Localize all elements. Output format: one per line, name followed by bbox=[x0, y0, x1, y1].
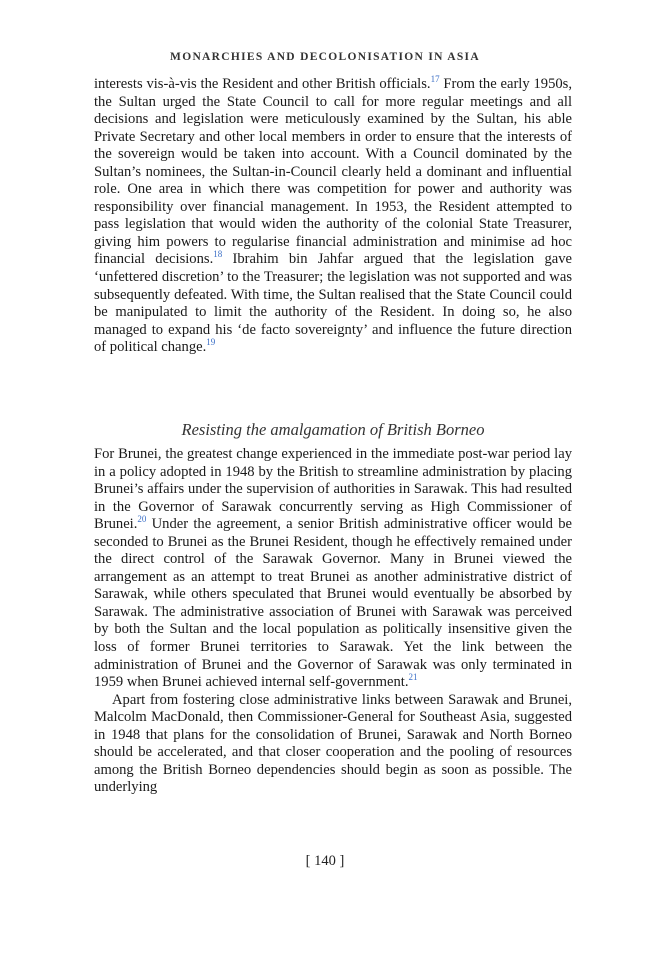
footnote-ref-17[interactable]: 17 bbox=[430, 74, 440, 85]
footnote-ref-18[interactable]: 18 bbox=[213, 249, 223, 260]
paragraph bbox=[94, 692, 572, 797]
text-run: interests vis-à-vis the Resident and other British officials. bbox=[94, 76, 431, 92]
footnote-ref-19[interactable]: 19 bbox=[206, 337, 216, 348]
text-run: Ibrahim bin Jahfar argued that the legislation gave ‘unfettered discretion’ to the Treasurer; the legislation was not supported and was subsequently defeated. With time, the Sultan realised that the State Council could be manipulated to limit the authority of the Resident. In doing so, he also managed to expand his ‘de facto sovereignty’ and influence the future direction of political change. bbox=[94, 251, 572, 356]
footnote-ref-20[interactable]: 20 bbox=[137, 514, 147, 525]
body-text-top bbox=[94, 76, 572, 357]
text-run: From the early 1950s, the Sultan urged the State Council to call for more regular meetings and all decisions and legislation were meticulously examined by the Sultan, his able Private Secretary and other local members in order to ensure that the interests of the sovereign would be taken into account. With a Council dominated by the Sultan’s nominees, the Sultan-in-Council clearly held a dominant and influential role. One area in which there was competition for power and authority was responsibility over financial management. In 1953, the Resident attempted to pass legislation that would widen the authority of the colonial State Treasurer, giving him powers to regularise financial administration and minimise ad hoc financial decisions. bbox=[94, 76, 572, 268]
running-head: MONARCHIES AND DECOLONISATION IN ASIA bbox=[170, 51, 480, 63]
footnote-ref-21[interactable]: 21 bbox=[408, 672, 418, 683]
text-run: Under the agreement, a senior British administrative officer would be seconded to Brunei as the Brunei Resident, though he effectively remained under the direct control of the Sarawak Governor. Many in Brunei viewed the arrangement as an attempt to treat Brunei as another administrative district of Sarawak, while others speculated that Brunei would eventually be absorbed by Sarawak. The administrative association of Brunei with Sarawak was perceived by both the Sultan and the local population as politically insensitive given the loss of former Brunei territories to Sarawak. Yet the link between the administration of Brunei and the Governor of Sarawak was only terminated in 1959 when Brunei achieved internal self-government. bbox=[94, 516, 572, 691]
body-text-bottom bbox=[94, 446, 572, 797]
page-number: [ 140 ] bbox=[305, 853, 345, 869]
text-run: For Brunei, the greatest change experienced in the immediate post-war period lay in a policy adopted in 1948 by the British to streamline administration by placing Brunei’s affairs under the supervision of authorities in Sarawak. This had resulted in the Governor of Sarawak concurrently serving as High Commissioner of Brunei. bbox=[94, 446, 572, 533]
paragraph bbox=[94, 76, 572, 357]
text-run: Apart from fostering close administrative links between Sarawak and Brunei, Malcolm MacDonald, then Commissioner-General for Southeast Asia, suggested in 1948 that plans for the consolidation of Brunei, Sarawak and North Borneo should be accelerated, and that closer cooperation and the pooling of resources among the British Borneo dependencies should begin as soon as possible. The underlying bbox=[94, 691, 572, 796]
section-heading: Resisting the amalgamation of British Borneo bbox=[181, 420, 485, 439]
paragraph bbox=[94, 446, 572, 692]
